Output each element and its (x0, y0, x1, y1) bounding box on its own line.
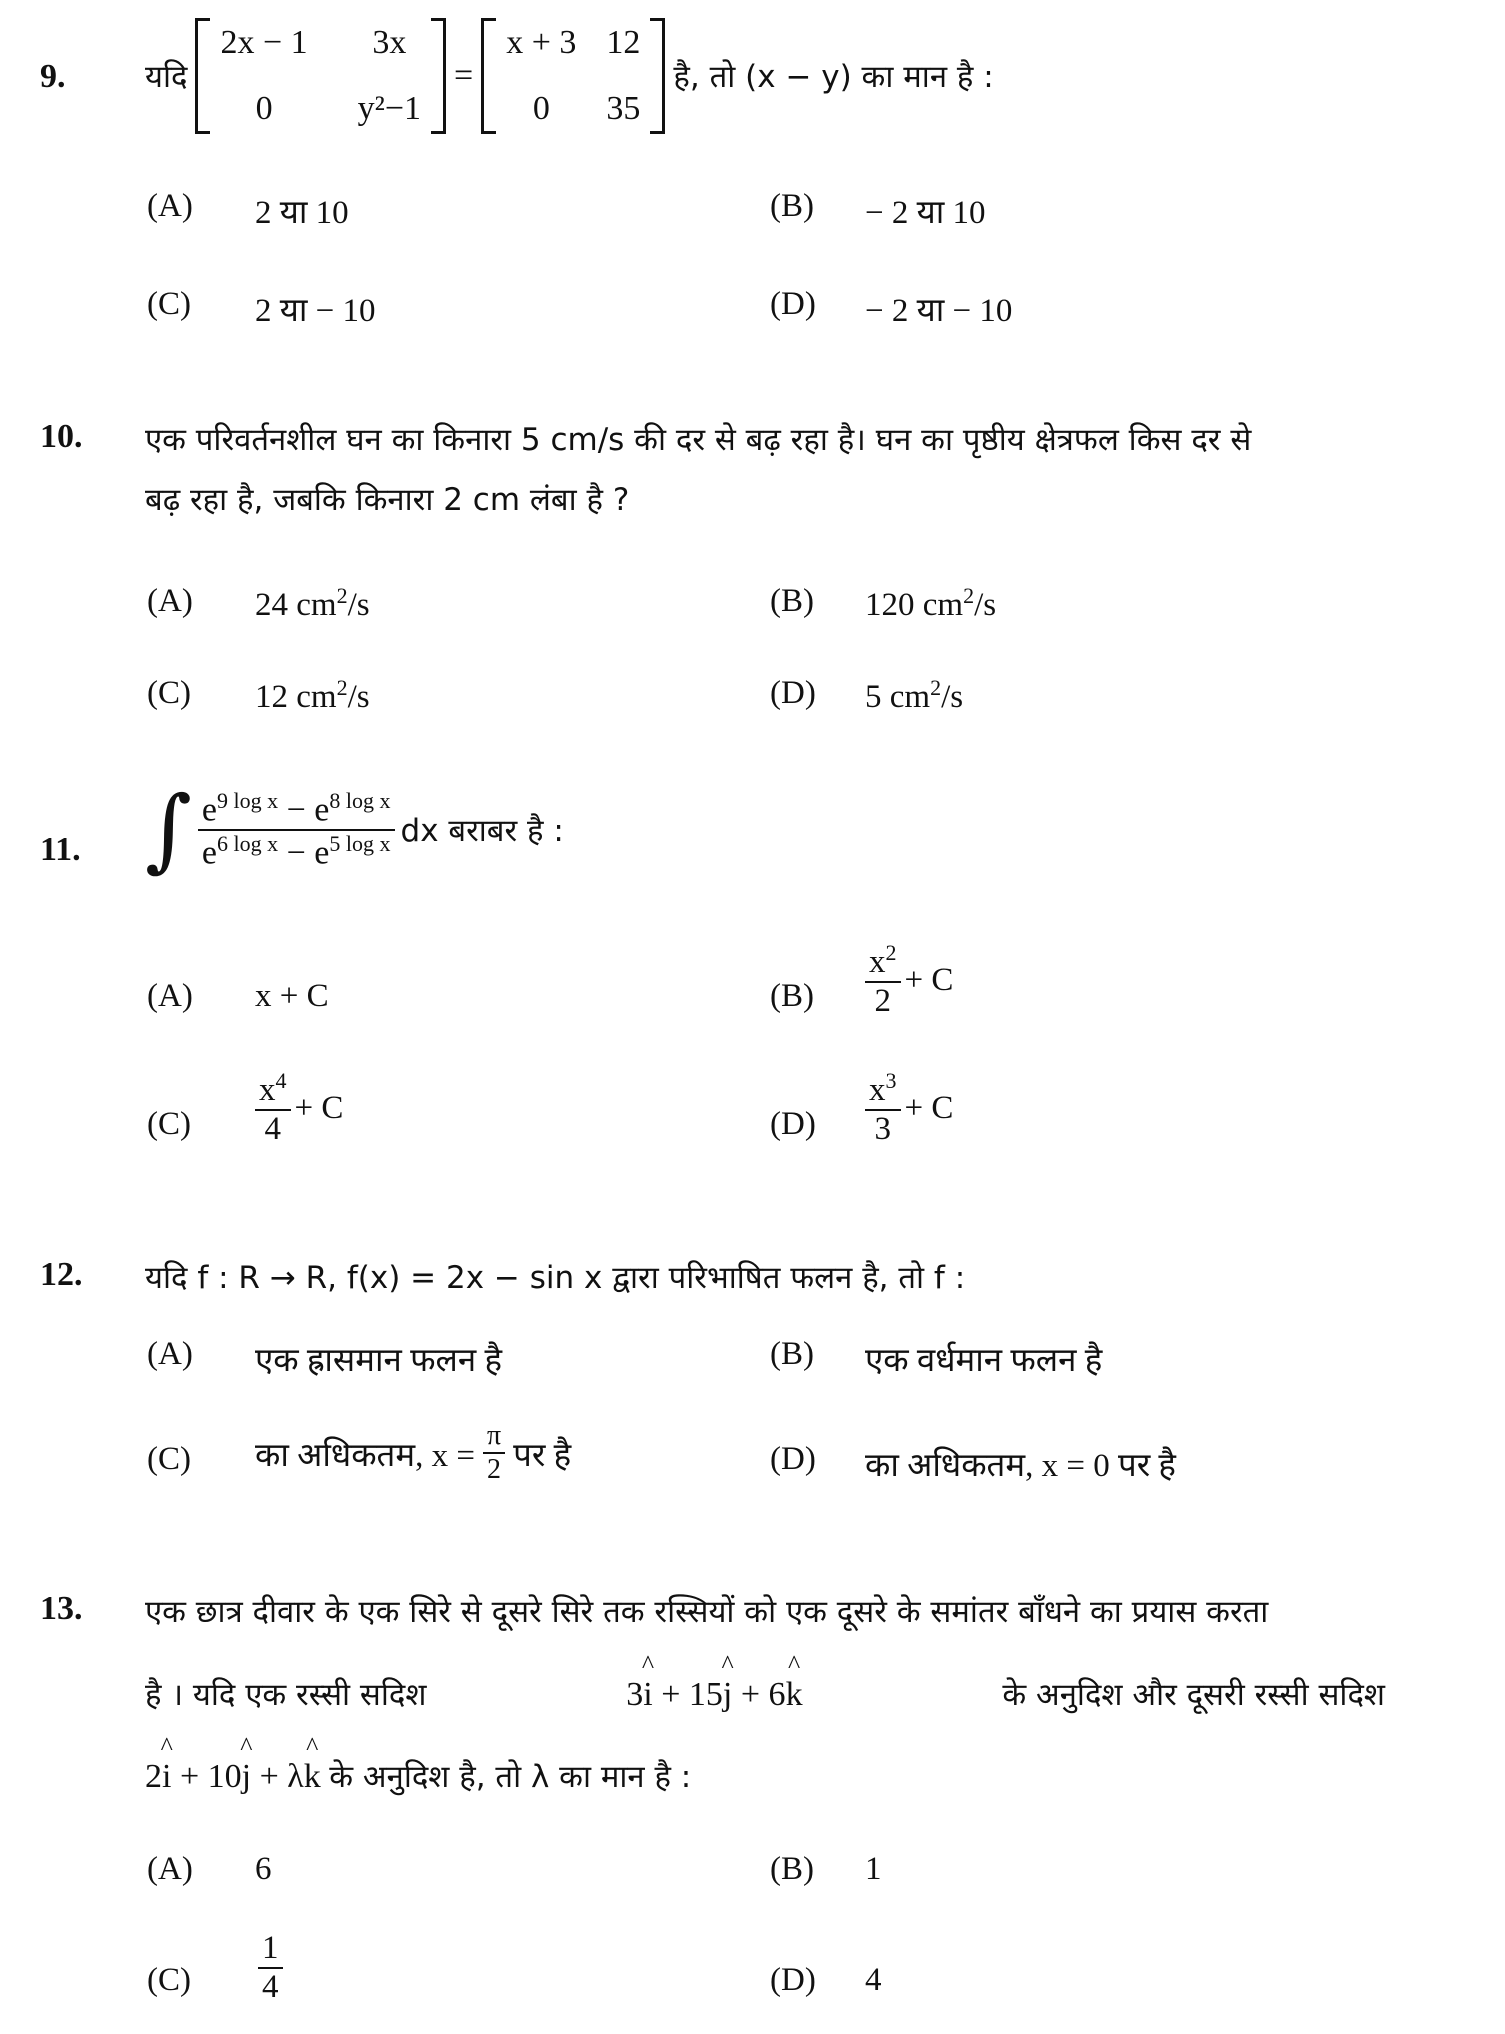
matrix-cell: 35 (606, 90, 641, 127)
option-value[interactable]: 120 $cm^2/s$ (865, 583, 997, 623)
question-number: 11. (40, 831, 81, 868)
option-value[interactable]: 4 (865, 1962, 882, 1998)
option-value[interactable]: एक ह्रासमान फलन है (255, 1343, 502, 1379)
question-stem (145, 777, 564, 882)
option-value[interactable]: $\frac{x^2}{2}$ + C (865, 940, 953, 1020)
question-number: 13. (40, 1590, 83, 1627)
option-label[interactable]: (D) (770, 1962, 816, 1998)
option-label[interactable]: (B) (770, 583, 814, 619)
question-line-1: एक छात्र दीवार के एक सिरे से दूसरे सिरे तक रस्सियों को एक दूसरे के समांतर बाँधने का प्रयास करता (145, 1594, 1269, 1630)
matrix-right (481, 18, 665, 134)
question-line-2: है । यदि एक रस्सी सदिश 3^ i + 15^ j + 6^ k के अनुदिश और दूसरी रस्सी सदिश (145, 1673, 1385, 1715)
option-value[interactable]: 24 $cm^2/s$ (255, 583, 370, 623)
option-value[interactable]: 5 $cm^2/s$ (865, 675, 964, 715)
option-label[interactable]: (B) (770, 1336, 814, 1372)
matrix-cell: x + 3 (506, 24, 577, 61)
question-number: 10. (40, 418, 83, 455)
option-value[interactable]: का अधिकतम, x = $\frac{\pi}{2}$ पर है (255, 1420, 572, 1485)
matrix-left (195, 18, 446, 134)
question-line-2: बढ़ रहा है, जबकि किनारा 2 cm लंबा है ? (145, 482, 630, 518)
question-prefix: यदि (145, 59, 188, 95)
integral-sign: ∫ (145, 777, 192, 882)
matrix-cell: 3x (372, 24, 407, 61)
option-label[interactable]: (A) (147, 978, 193, 1014)
option-value[interactable]: 2 या 10 (255, 195, 349, 231)
option-label[interactable]: (D) (770, 1106, 816, 1142)
matrix-cell: 2x − 1 (220, 24, 308, 61)
option-label[interactable]: (A) (147, 583, 193, 619)
option-label[interactable]: (B) (770, 188, 814, 224)
option-label[interactable]: (C) (147, 286, 191, 322)
option-label[interactable]: (B) (770, 1851, 814, 1887)
question-suffix: है, तो (x − y) का मान है : (673, 59, 994, 95)
question-text: यदि f : R → R, f(x) = 2x − sin x द्वारा परिभाषित फलन है, तो f : (145, 1260, 966, 1296)
matrix-cell: 0 (532, 90, 550, 127)
option-value[interactable]: $\frac{1}{4}$ (258, 1930, 283, 2006)
option-label[interactable]: (A) (147, 1336, 193, 1372)
option-label[interactable]: (C) (147, 1106, 191, 1142)
option-label[interactable]: (D) (770, 675, 816, 711)
question-line-1: एक परिवर्तनशील घन का किनारा 5 cm/s की दर से बढ़ रहा है। घन का पृष्ठीय क्षेत्रफल किस दर से (145, 422, 1252, 458)
question-suffix: dx बराबर है : (400, 813, 564, 849)
vector-1: 3^ i + 15^ j + 6^ k (626, 1676, 802, 1714)
option-label[interactable]: (D) (770, 1441, 816, 1477)
option-label[interactable]: (A) (147, 188, 193, 224)
option-label[interactable]: (C) (147, 1962, 191, 1998)
option-value[interactable]: 12 $cm^2/s$ (255, 675, 370, 715)
option-label[interactable]: (C) (147, 1441, 191, 1477)
question-number: 12. (40, 1256, 83, 1293)
option-label[interactable]: (A) (147, 1851, 193, 1887)
vector-2: 2^ i + 10^ j + λ^ k (145, 1758, 329, 1795)
option-label[interactable]: (B) (770, 978, 814, 1014)
question-number: 9. (40, 58, 66, 95)
matrix-cell: y²−1 (357, 90, 422, 127)
equals-sign: = (454, 57, 474, 94)
integrand-fraction: $\frac{e^{9 log x} - e^{8 log x}}{e^{6 log x} - e^{5 log x}}$ (198, 788, 395, 873)
option-label[interactable]: (C) (147, 675, 191, 711)
matrix-cell: 0 (255, 90, 273, 127)
option-value[interactable]: $\frac{x^4}{4}$ + C (255, 1068, 343, 1148)
option-value[interactable]: − 2 या 10 (865, 195, 986, 231)
question-stem (145, 18, 994, 134)
option-label[interactable]: (D) (770, 286, 816, 322)
matrix-cell: 12 (606, 24, 641, 61)
option-value[interactable]: 2 या − 10 (255, 293, 376, 329)
option-value[interactable]: $\frac{x^3}{3}$ + C (865, 1068, 953, 1148)
option-value[interactable]: 6 (255, 1851, 272, 1887)
option-value[interactable]: − 2 या − 10 (865, 293, 1013, 329)
option-value[interactable]: का अधिकतम, x = 0 पर है (865, 1448, 1176, 1484)
option-value[interactable]: x + C (255, 978, 329, 1014)
question-line-3: 2^ i + 10^ j + λ^ k के अनुदिश है, तो λ का मान है : (145, 1755, 691, 1797)
option-value[interactable]: एक वर्धमान फलन है (865, 1343, 1103, 1379)
option-value[interactable]: 1 (865, 1851, 882, 1887)
